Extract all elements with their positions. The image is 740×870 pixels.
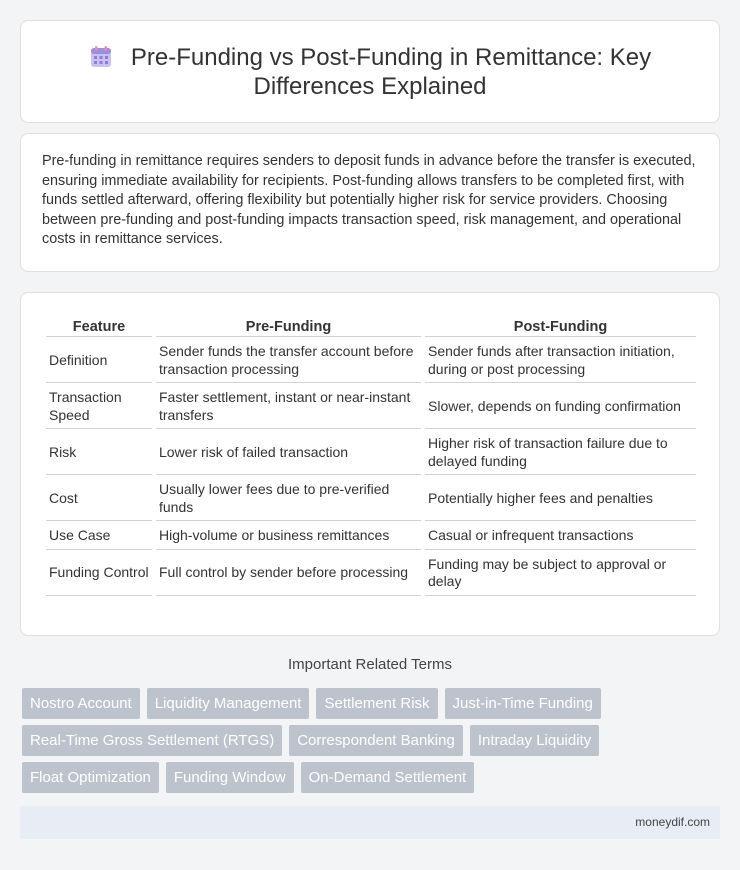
- calendar-icon: [89, 45, 113, 69]
- cell-post-funding: Higher risk of transaction failure due to delayed funding: [425, 431, 696, 475]
- header-pre-funding: Pre-Funding: [156, 316, 421, 337]
- cell-pre-funding: Lower risk of failed transaction: [156, 431, 421, 475]
- cell-post-funding: Casual or infrequent transactions: [425, 523, 696, 550]
- cell-feature: Risk: [46, 431, 152, 475]
- cell-pre-funding: High-volume or business remittances: [156, 523, 421, 550]
- header-post-funding: Post-Funding: [425, 316, 696, 337]
- cell-pre-funding: Sender funds the transfer account before transaction processing: [156, 339, 421, 383]
- intro-paragraph: Pre-funding in remittance requires senders to deposit funds in advance before the transfer is executed, ensuring immediate availability for recipients. Post-funding allows transfers to be completed first, with funds settled afterward, offering flexibility but potentially higher risk for service providers. Choosing between pre-funding and post-funding impacts transaction speed, risk management, and operational costs in remittance services.: [42, 153, 696, 247]
- table-header-row: [46, 316, 696, 337]
- page-title-text: Pre-Funding vs Post-Funding in Remittance: Key Differences Explained: [130, 44, 652, 100]
- comparison-table: [42, 314, 700, 598]
- cell-feature: Definition: [46, 339, 152, 383]
- header-feature: Feature: [46, 316, 152, 337]
- footer-site[interactable]: moneydif.com: [635, 815, 710, 829]
- cell-feature: Cost: [46, 477, 152, 521]
- cell-feature: Funding Control: [46, 552, 152, 596]
- term-row: [22, 688, 722, 719]
- table-row: [46, 431, 696, 475]
- table-row: [46, 385, 696, 429]
- table-row: [46, 339, 696, 383]
- term-row: [22, 725, 722, 756]
- page-title: [61, 43, 679, 101]
- term-tag[interactable]: Float Optimization: [22, 762, 159, 793]
- term-tag[interactable]: On-Demand Settlement: [301, 762, 475, 793]
- term-tag[interactable]: Settlement Risk: [316, 688, 437, 719]
- term-tag[interactable]: Real-Time Gross Settlement (RTGS): [22, 725, 282, 756]
- cell-feature: Transaction Speed: [46, 385, 152, 429]
- cell-post-funding: Slower, depends on funding confirmation: [425, 385, 696, 429]
- term-tag[interactable]: Intraday Liquidity: [470, 725, 599, 756]
- term-tag[interactable]: Correspondent Banking: [289, 725, 463, 756]
- term-row: [22, 762, 722, 793]
- table-row: [46, 552, 696, 596]
- cell-pre-funding: Full control by sender before processing: [156, 552, 421, 596]
- cell-pre-funding: Faster settlement, instant or near-instant transfers: [156, 385, 421, 429]
- title-card: [20, 20, 720, 123]
- footer: [20, 806, 720, 839]
- comparison-card: [20, 292, 720, 636]
- table-row: [46, 477, 696, 521]
- related-terms: [22, 688, 722, 799]
- related-terms-heading: Important Related Terms: [288, 656, 452, 673]
- table-row: [46, 523, 696, 550]
- term-tag[interactable]: Liquidity Management: [147, 688, 310, 719]
- cell-post-funding: Sender funds after transaction initiation, during or post processing: [425, 339, 696, 383]
- intro-card: [20, 133, 720, 272]
- cell-post-funding: Funding may be subject to approval or delay: [425, 552, 696, 596]
- cell-pre-funding: Usually lower fees due to pre-verified funds: [156, 477, 421, 521]
- term-tag[interactable]: Funding Window: [166, 762, 294, 793]
- cell-post-funding: Potentially higher fees and penalties: [425, 477, 696, 521]
- cell-feature: Use Case: [46, 523, 152, 550]
- term-tag[interactable]: Just-in-Time Funding: [445, 688, 601, 719]
- term-tag[interactable]: Nostro Account: [22, 688, 140, 719]
